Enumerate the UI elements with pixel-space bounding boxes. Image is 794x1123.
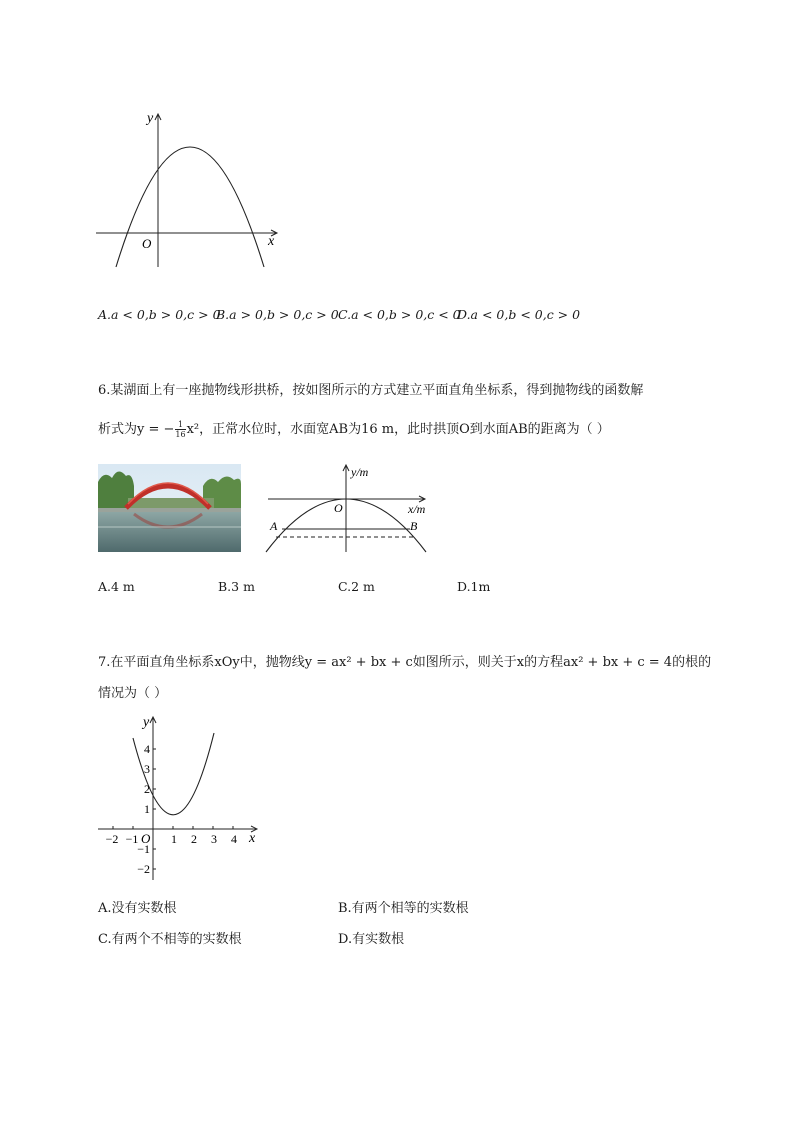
q7-ytick: −2: [137, 862, 150, 876]
q7-xtick: 3: [211, 832, 217, 846]
q7-x-tick-labels: [106, 832, 237, 846]
q6-option-d[interactable]: D.1m: [457, 579, 491, 594]
q6-fraction: [175, 420, 185, 439]
q6-option-b[interactable]: B.3 m: [218, 579, 255, 594]
q6-bridge-diagram: [262, 462, 437, 557]
q6-option-a[interactable]: A.4 m: [98, 579, 135, 594]
q6-y-label: y/m: [351, 465, 369, 479]
q7-x-label: x: [249, 831, 256, 846]
q5-parabola-graph: [90, 105, 290, 275]
q7-origin-label: O: [141, 831, 151, 846]
q7-xtick: −2: [105, 832, 119, 846]
q7-xtick: 4: [231, 832, 237, 846]
q7-option-c[interactable]: C.有两个不相等的实数根: [98, 932, 242, 947]
q6-stem-pre: 析式为y = −: [98, 422, 175, 437]
q7-ytick: −1: [137, 842, 150, 856]
q7-ytick: 1: [144, 802, 150, 816]
q6-x-label: x/m: [408, 502, 426, 516]
q7-ytick: 4: [144, 742, 150, 756]
q7-stem-line2: 情况为（ ）: [98, 686, 168, 701]
q7-y-label: y: [143, 715, 150, 730]
q6-frac-den: 16: [175, 430, 186, 439]
q5-y-label: y: [147, 111, 154, 126]
q7-y-tick-labels: [137, 742, 150, 876]
q7-option-a[interactable]: A.没有实数根: [98, 901, 177, 916]
q6-frac-num: 1: [175, 420, 185, 430]
q7-xtick: −1: [125, 832, 139, 846]
q7-option-b[interactable]: B.有两个相等的实数根: [338, 901, 469, 916]
q7-ytick: 2: [144, 782, 150, 796]
q7-tick-marks: [113, 749, 233, 869]
q6-stem-line1: 6.某湖面上有一座抛物线形拱桥，按如图所示的方式建立平面直角坐标系，得到抛物线的函数解: [98, 383, 644, 398]
q7-option-d[interactable]: D.有实数根: [338, 932, 405, 947]
q5-option-b[interactable]: B.a > 0,b > 0,c > 0: [216, 307, 339, 322]
q7-parabola-graph: [94, 712, 264, 882]
q7-stem-line1: 7.在平面直角坐标系xOy中，抛物线y = ax² + bx + c如图所示，则关于x的方程ax² + bx + c = 4的根的: [98, 655, 712, 670]
q6-bridge-photo: [98, 464, 241, 552]
q6-option-c[interactable]: C.2 m: [338, 579, 375, 594]
q6-point-a: A: [270, 519, 278, 533]
q6-stem-post: x²，正常水位时，水面宽AB为16 m，此时拱顶O到水面AB的距离为（ ）: [186, 422, 610, 437]
q6-stem-line2: [98, 419, 610, 441]
q5-origin-label: O: [142, 236, 152, 251]
q5-option-d[interactable]: D.a < 0,b < 0,c > 0: [457, 307, 581, 322]
q5-parabola-curve: [116, 147, 264, 267]
q5-option-c[interactable]: C.a < 0,b > 0,c < 0: [338, 307, 461, 322]
q6-point-b: B: [410, 519, 418, 533]
q7-ytick: 3: [144, 762, 150, 776]
q7-xtick: 1: [171, 832, 177, 846]
q5-option-a[interactable]: A.a < 0,b > 0,c > 0: [98, 307, 221, 322]
q7-xtick: 2: [191, 832, 197, 846]
q6-origin-label: O: [334, 501, 343, 515]
q5-x-label: x: [268, 234, 275, 249]
